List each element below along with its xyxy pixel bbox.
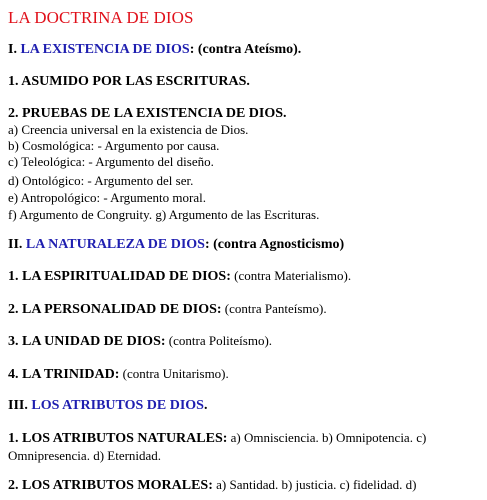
document-title: LA DOCTRINA DE DIOS — [8, 8, 194, 27]
section-1-title: LA EXISTENCIA DE DIOS — [20, 42, 190, 57]
section-3-2-heading: 2. LOS ATRIBUTOS MORALES: — [8, 478, 213, 493]
section-2-4-heading: 4. LA TRINIDAD: — [8, 367, 120, 382]
section-2-2 — [8, 301, 327, 318]
section-3-1-text: a) Omnisciencia. b) Omnipotencia. c) Omnipresencia. d) Eternidad. — [8, 430, 427, 463]
list-item: e) Antropológico: - Argumento moral. — [8, 190, 206, 205]
section-3-suffix: . — [203, 398, 208, 413]
list-item: b) Cosmológica: - Argumento por causa. — [8, 138, 220, 153]
section-2-suffix: : (contra Agnosticismo) — [204, 237, 345, 252]
section-2-3-heading: 3. LA UNIDAD DE DIOS: — [8, 334, 166, 349]
section-3-roman: III. — [8, 398, 28, 413]
section-2-2-heading: 2. LA PERSONALIDAD DE DIOS: — [8, 302, 222, 317]
section-3-1 — [8, 429, 483, 465]
section-2-1 — [8, 268, 351, 285]
section-2-4-text: (contra Unitarismo). — [119, 366, 229, 381]
section-2-3 — [8, 333, 272, 350]
section-2-heading — [8, 237, 344, 253]
section-3-2-text: a) Santidad. b) justicia. c) fidelidad. d) — [212, 477, 417, 492]
section-2-title: LA NATURALEZA DE DIOS — [25, 237, 205, 252]
section-3-2 — [8, 477, 416, 494]
section-3-1-heading: 1. LOS ATRIBUTOS NATURALES: — [8, 431, 228, 446]
section-1-heading — [8, 42, 301, 58]
section-1-suffix: : (contra Ateísmo). — [189, 42, 302, 57]
section-2-roman: II. — [8, 237, 23, 252]
list-item: f) Argumento de Congruity. g) Argumento de las Escrituras. — [8, 207, 320, 222]
section-3-heading — [8, 398, 207, 414]
list-item: c) Teleológica: - Argumento del diseño. — [8, 154, 214, 169]
section-2-1-heading: 1. LA ESPIRITUALIDAD DE DIOS: — [8, 269, 231, 284]
section-3-title: LOS ATRIBUTOS DE DIOS — [31, 398, 204, 413]
section-2-1-text: (contra Materialismo). — [230, 268, 352, 283]
section-1-roman: I. — [8, 42, 17, 57]
list-item: d) Ontológico: - Argumento del ser. — [8, 173, 194, 188]
section-1-1-heading: 1. ASUMIDO POR LAS ESCRITURAS. — [8, 74, 250, 89]
section-2-3-text: (contra Politeísmo). — [165, 333, 273, 348]
list-item: a) Creencia universal en la existencia de Dios. — [8, 122, 249, 137]
section-2-4 — [8, 366, 229, 383]
section-2-2-text: (contra Panteísmo). — [221, 301, 327, 316]
section-1-2-heading: 2. PRUEBAS DE LA EXISTENCIA DE DIOS. — [8, 106, 287, 121]
